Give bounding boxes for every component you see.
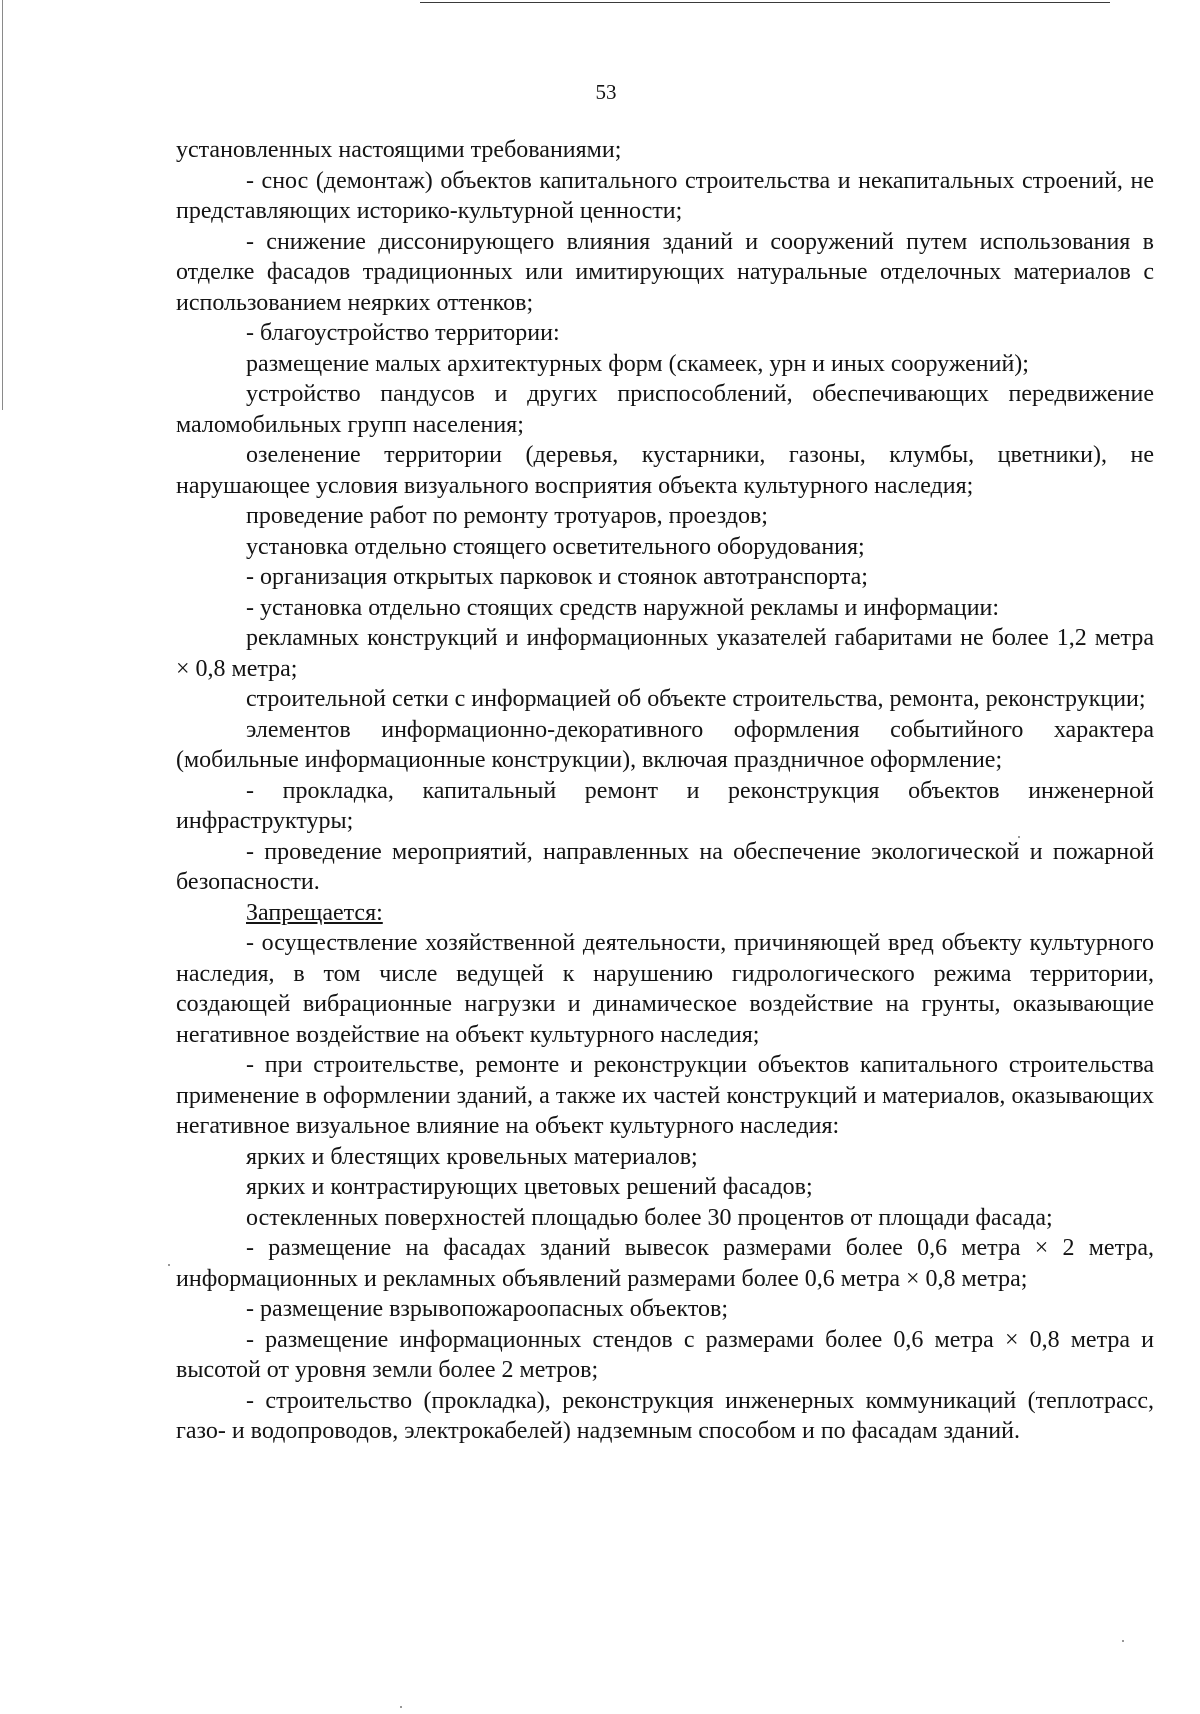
paragraph: рекламных конструкций и информационных указателей габаритами не более 1,2 метра × 0,8 метра; — [176, 625, 1154, 682]
heading-text: Запрещается: — [246, 899, 383, 926]
paragraph: - размещение информационных стендов с размерами более 0,6 метра × 0,8 метра и высотой от уровня земли более 2 метров; — [176, 1326, 1154, 1383]
paragraph: элементов информационно-декоративного оформления событийного характера (мобильные информационные конструкции), включая праздничное оформление; — [176, 716, 1154, 773]
scan-edge-top — [420, 2, 1110, 3]
scan-speck — [1122, 1640, 1124, 1642]
paragraph: устройство пандусов и других приспособлений, обеспечивающих передвижение маломобильных групп населения; — [176, 381, 1154, 438]
page-number: 53 — [595, 80, 617, 104]
paragraph: - снос (демонтаж) объектов капитального строительства и некапитальных строений, не представляющих историко-культурной ценности; — [176, 167, 1154, 224]
paragraph: - благоустройство территории: — [246, 320, 560, 346]
paragraph: - размещение взрывопожароопасных объектов; — [246, 1296, 728, 1322]
section-heading-prohibited — [176, 898, 1154, 929]
paragraph: проведение работ по ремонту тротуаров, проездов; — [246, 503, 768, 529]
paragraph: - проведение мероприятий, направленных на обеспечение экологической и пожарной безопасности. — [176, 838, 1154, 895]
paragraph: - осуществление хозяйственной деятельности, причиняющей вред объекту культурного наследия, в том числе ведущей к нарушению гидрологического режима территории, создающей вибрационные нагрузки и динамическое воздействие на грунты, оказывающие негативное воздействие на объект культурного наследия; — [176, 930, 1154, 1048]
paragraph: ярких и контрастирующих цветовых решений фасадов; — [246, 1174, 813, 1200]
paragraph: - строительство (прокладка), реконструкция инженерных коммуникаций (теплотрасс, газо- и водопроводов, электрокабелей) надземным способом и по фасадам зданий. — [176, 1387, 1154, 1444]
document-body — [176, 135, 1154, 1447]
paragraph: строительной сетки с информацией об объекте строительства, ремонта, реконструкции; — [246, 686, 1146, 712]
paragraph: остекленных поверхностей площадью более 30 процентов от площади фасада; — [246, 1204, 1053, 1231]
paragraph: установленных настоящими требованиями; — [176, 137, 622, 163]
scan-speck — [168, 1264, 170, 1266]
paragraph: - снижение диссонирующего влияния зданий и сооружений путем использования в отделке фасадов традиционных или имитирующих натуральные отделочных материалов с использованием неярких оттенков; — [176, 228, 1154, 316]
paragraph: - при строительстве, ремонте и реконструкции объектов капитального строительства применение в оформлении зданий, а также их частей конструкций и материалов, оказывающих негативное визуальное влияние на объект культурного наследия: — [176, 1052, 1154, 1139]
paragraph: ярких и блестящих кровельных материалов; — [246, 1143, 698, 1170]
paragraph: - прокладка, капитальный ремонт и реконструкция объектов инженерной инфраструктуры; — [176, 777, 1154, 834]
paragraph: - установка отдельно стоящих средств наружной рекламы и информации: — [246, 594, 1000, 621]
paragraph: - размещение на фасадах зданий вывесок размерами более 0,6 метра × 2 метра, информационных и рекламных объявлений размерами более 0,6 метра × 0,8 метра; — [176, 1235, 1154, 1292]
scan-speck — [400, 1706, 402, 1708]
paragraph: размещение малых архитектурных форм (скамеек, урн и иных сооружений); — [246, 350, 1029, 377]
paragraph: установка отдельно стоящего осветительного оборудования; — [246, 533, 865, 560]
paragraph: - организация открытых парковок и стоянок автотранспорта; — [246, 564, 868, 590]
paragraph: озеленение территории (деревья, кустарники, газоны, клумбы, цветники), не нарушающее условия визуального восприятия объекта культурного наследия; — [176, 442, 1154, 499]
scan-edge-left — [2, 0, 3, 410]
